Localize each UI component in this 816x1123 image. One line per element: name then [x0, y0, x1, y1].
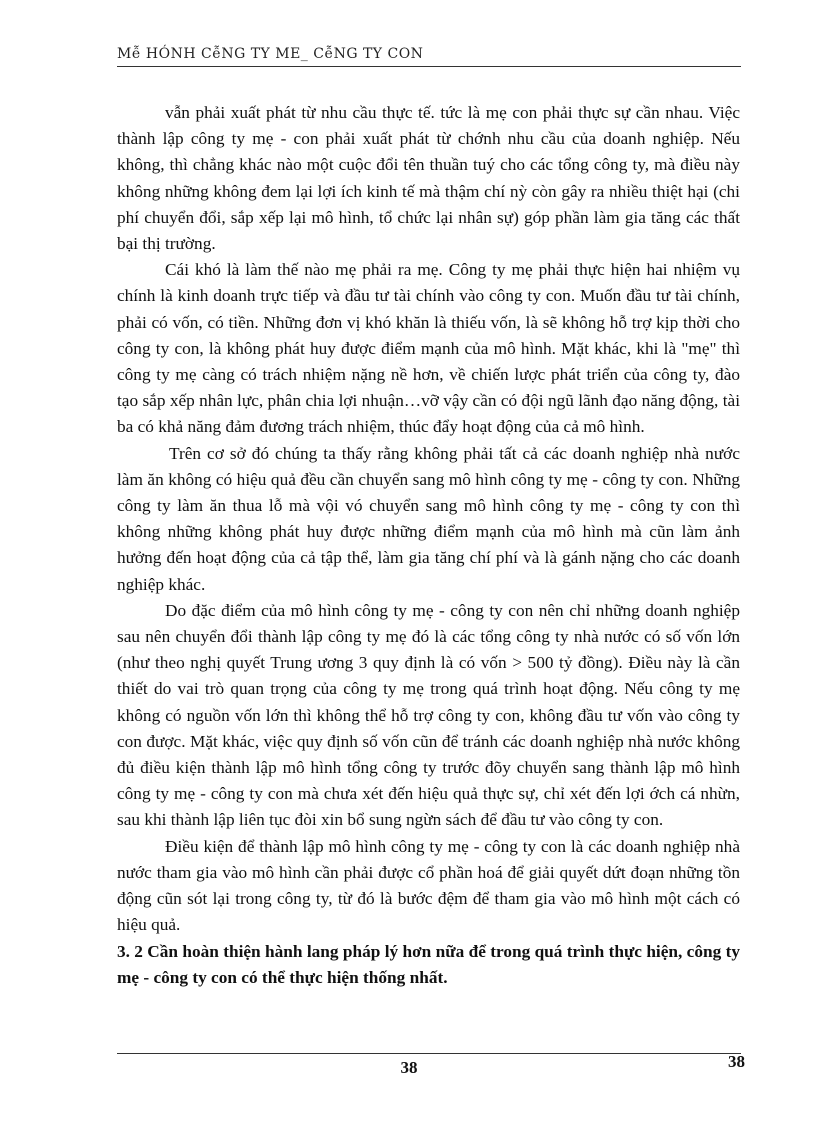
page-number-center: 38: [400, 1058, 418, 1077]
page-number-right: 38: [728, 1052, 745, 1071]
paragraph-2: Cái khó là làm thế nào mẹ phải ra mẹ. Công ty mẹ phải thực hiện hai nhiệm vụ chính là kinh doanh trực tiếp và đầu tư tài chính vào công ty con. Muốn đầu tư tài chính, phải có vốn, có tiền. Những đơn vị khó khăn là thiếu vốn, là sẽ không hỗ trợ kịp thời cho công ty con, là không phát huy được điểm mạnh của mô hình. Mặt khác, khi là "mẹ" thì công ty mẹ càng có trách nhiệm nặng nề hơn, về chiến lược phát triển của công ty, đào tạo sắp xếp nhân lực, phân chia lợi nhuận…vỡ vậy cần có đội ngũ lãnh đạo năng động, tài ba có khả năng đảm đương trách nhiệm, thúc đẩy hoạt động của cả mô hình.: [117, 260, 740, 437]
paragraph-4: Do đặc điểm của mô hình công ty mẹ - công ty con nên chỉ những doanh nghiệp sau nên chuyển đổi thành lập công ty mẹ đó là các tổng công ty nhà nước có số vốn lớn (như theo nghị quyết Trung ương 3 quy định là có vốn > 500 tỷ đồng). Điều này là cần thiết do vai trò quan trọng của công ty mẹ trong quá trình hoạt động. Nếu công ty mẹ không có nguồn vốn lớn thì không thể hỗ trợ công ty con, không đầu tư vốn vào công ty con được. Mặt khác, việc quy định số vốn cũn để tránh các doanh nghiệp nhà nước không đủ điều kiện thành lập mô hình tổng công ty trước đõy chuyển sang thành lập mô hình công ty mẹ - công ty con mà chưa xét đến hiệu quả thực sự, chỉ xét đến lợi ớch cá nhừn, sau khi thành lập liên tục đòi xin bổ sung ngừn sách để đầu tư vào công ty con.: [117, 600, 740, 830]
paragraph-3: Trên cơ sở đó chúng ta thấy rằng không phải tất cả các doanh nghiệp nhà nước làm ăn không có hiệu quả đều cần chuyển sang mô hình công ty mẹ - công ty con. Những công ty làm ăn thua lỗ mà vội vó chuyển sang mô hình công ty mẹ - công ty con thì không những không phát huy được những điểm mạnh của mô hình mà cũn làm ảnh hưởng đến hoạt động của cả tập thể, làm gia tăng chí phí và là gánh nặng cho các doanh nghiệp khác.: [117, 443, 740, 594]
running-header: Mễ HÓNH CễNG TY ME_ CễNG TY CON: [117, 46, 424, 62]
body-text: [117, 100, 740, 991]
paragraph-1: vẫn phải xuất phát từ nhu cầu thực tế. tức là mẹ con phải thực sự cần nhau. Việc thành lập công ty mẹ - con phải xuất phát từ chớnh nhu cầu của doanh nghiệp. Nếu không, thì chẳng khác nào một cuộc đổi tên thuần tuý cho các tổng công ty, mà điều này không những không đem lại lợi ích kinh tế mà thậm chí nỳ còn gây ra nhiều thiệt hại (chi phí chuyển đổi, sắp xếp lại mô hình, tổ chức lại nhân sự) góp phần làm gia tăng các thất bại thị trường.: [117, 103, 740, 254]
footer-divider: [117, 1053, 741, 1054]
paragraph-5: Điều kiện để thành lập mô hình công ty mẹ - công ty con là các doanh nghiệp nhà nước tham gia vào mô hình cần phải được cổ phần hoá để giải quyết dứt đoạn những tồn động cũn sót lại trong công ty, từ đó là bước đệm để tham gia vào mô hình một cách có hiệu quả.: [117, 836, 740, 935]
header-divider: [117, 66, 741, 67]
section-heading: 3. 2 Cần hoàn thiện hành lang pháp lý hơn nữa để trong quá trình thực hiện, công ty mẹ - công ty con có thể thực hiện thống nhất.: [117, 941, 740, 987]
